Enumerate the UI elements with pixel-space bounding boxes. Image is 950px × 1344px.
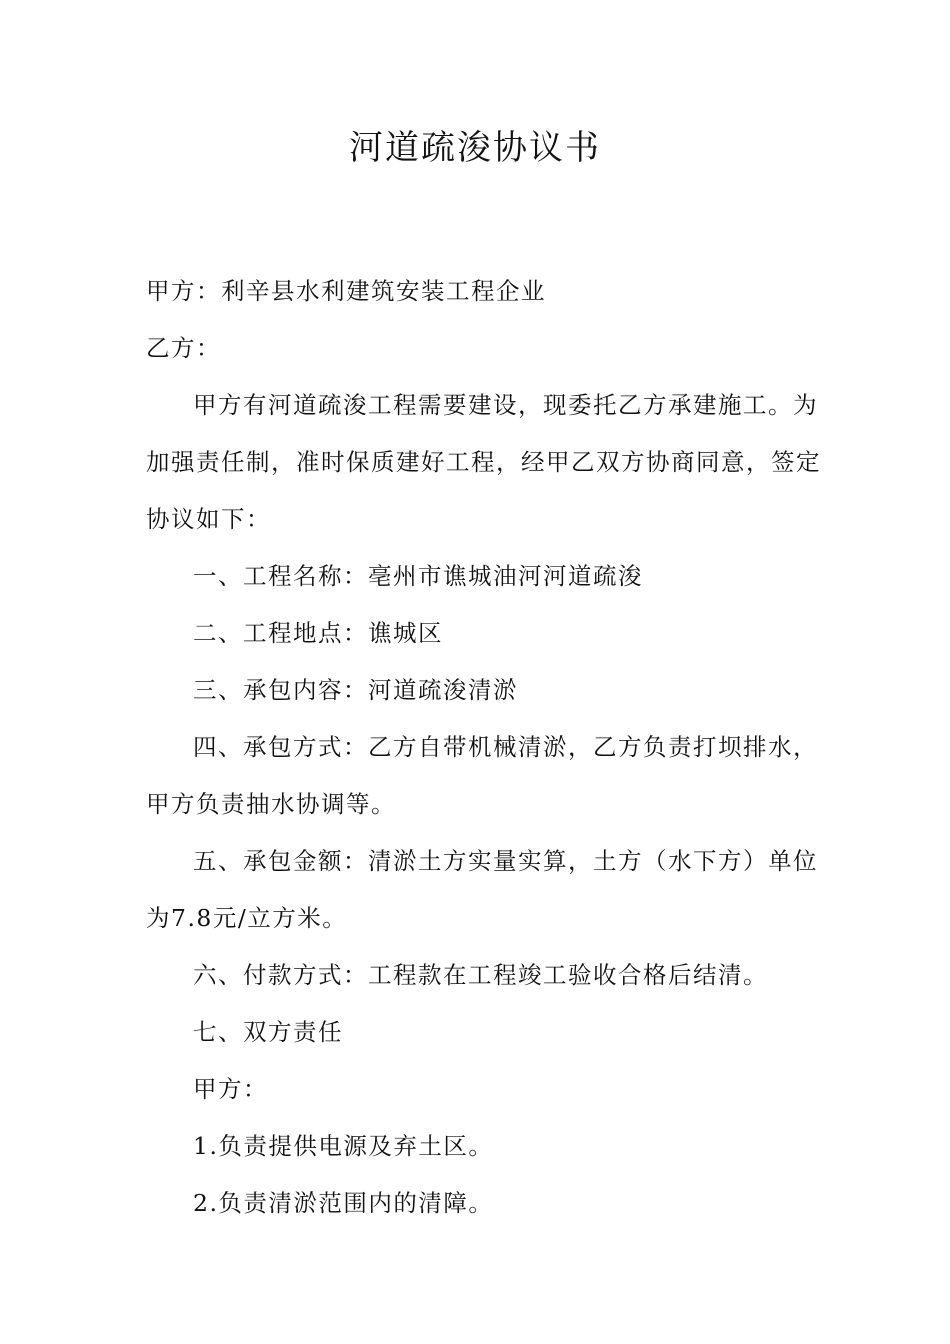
- clause-responsibilities-heading: 七、双方责任: [193, 1018, 343, 1046]
- intro-line-2: 加强责任制，准时保质建好工程，经甲乙双方协商同意，签定: [146, 448, 821, 476]
- clause-contract-method-line-2: 甲方负责抽水协调等。: [146, 790, 396, 818]
- clause-contract-content: 三、承包内容：河道疏浚清淤: [193, 676, 518, 704]
- party-b-line: 乙方：: [146, 334, 221, 362]
- clause-payment-method: 六、付款方式：工程款在工程竣工验收合格后结清。: [193, 961, 768, 989]
- party-a-responsibility-heading: 甲方：: [193, 1075, 268, 1103]
- intro-line-3: 协议如下：: [146, 505, 271, 533]
- party-a-line: 甲方：利辛县水利建筑安装工程企业: [146, 277, 546, 305]
- clause-project-location: 二、工程地点：谯城区: [193, 619, 443, 647]
- intro-line-1: 甲方有河道疏浚工程需要建设，现委托乙方承建施工。为: [193, 391, 818, 419]
- clause-contract-amount-line-1: 五、承包金额：清淤土方实量实算，土方（水下方）单位: [193, 847, 818, 875]
- party-a-item-2: 2.负责清淤范围内的清障。: [193, 1189, 494, 1217]
- clause-project-name: 一、工程名称：亳州市谯城油河河道疏浚: [193, 562, 643, 590]
- document-title: 河道疏浚协议书: [349, 128, 601, 168]
- clause-contract-method-line-1: 四、承包方式：乙方自带机械清淤，乙方负责打坝排水，: [193, 733, 818, 761]
- party-a-item-1: 1.负责提供电源及弃土区。: [193, 1132, 494, 1160]
- clause-contract-amount-line-2: 为7.8元/立方米。: [146, 904, 348, 932]
